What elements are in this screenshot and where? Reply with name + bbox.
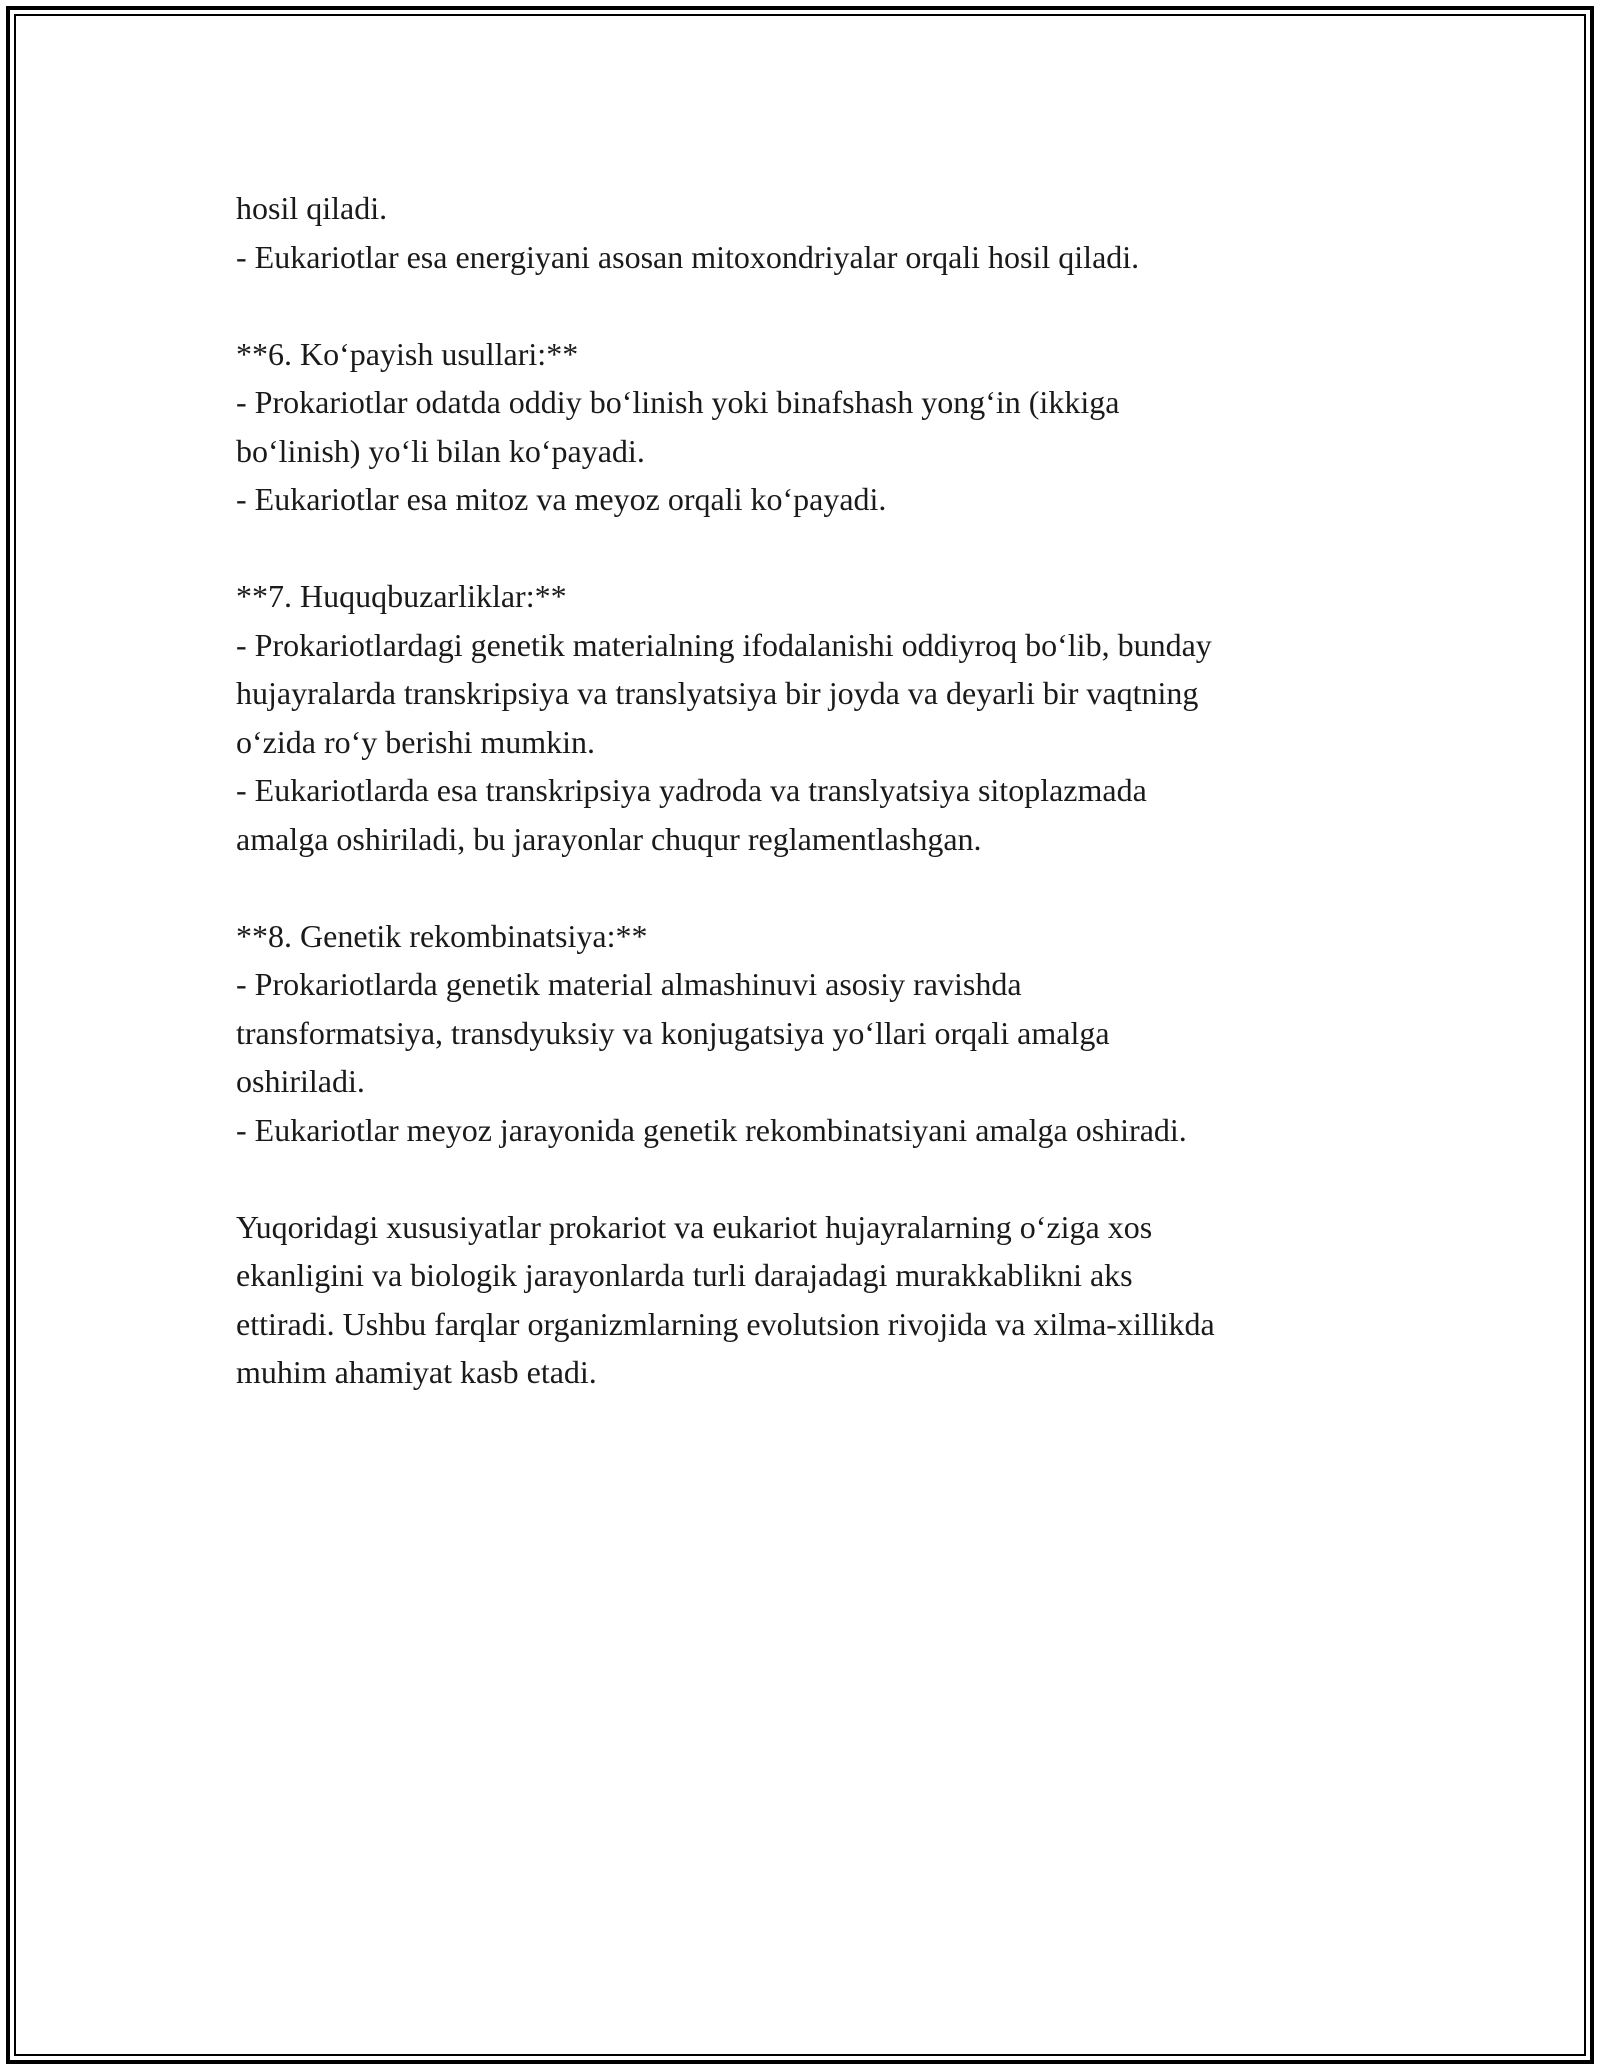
text-line: amalga oshiriladi, bu jarayonlar chuqur reglamentlashgan. (236, 820, 982, 857)
paragraph-spacer (236, 863, 1386, 912)
text-line: hosil qiladi. (236, 190, 388, 226)
paragraph-spacer (236, 1154, 1386, 1203)
paragraph-energy (236, 184, 1386, 281)
text-line: - Eukariotlar esa energiyani asosan mitoxondriyalar orqali hosil qiladi. (236, 238, 1140, 275)
text-line: hujayralarda transkripsiya va translyatsiya bir joyda va deyarli bir vaqtning (236, 675, 1199, 711)
section-gene-expression (236, 572, 1386, 863)
section-heading: **6. Ko‘payish usullari:** (236, 335, 579, 372)
text-line: - Eukariotlar esa mitoz va meyoz orqali ko‘payadi. (236, 481, 887, 517)
text-line: muhim ahamiyat kasb etadi. (236, 1354, 597, 1390)
text-line: ekanligini va biologik jarayonlarda turli darajadagi murakkablikni aks (236, 1257, 1133, 1293)
text-line: - Eukariotlar meyoz jarayonida genetik rekombinatsiyani amalga oshiradi. (236, 1111, 1187, 1148)
paragraph-spacer (236, 281, 1386, 330)
text-line: - Eukariotlarda esa transkripsiya yadroda va translyatsiya sitoplazmada (236, 772, 1147, 808)
text-line: Yuqoridagi xususiyatlar prokariot va eukariot hujayralarning o‘ziga xos (236, 1208, 1153, 1245)
text-line: - Prokariotlardagi genetik materialning ifodalanishi oddiyroq bo‘lib, bunday (236, 626, 1212, 663)
section-heading: **8. Genetik rekombinatsiya:** (236, 917, 648, 954)
text-line: - Prokariotlarda genetik material almashinuvi asosiy ravishda (236, 966, 1022, 1002)
paragraph-spacer (236, 524, 1386, 573)
text-line: o‘zida ro‘y berishi mumkin. (236, 723, 596, 760)
text-line: oshiriladi. (236, 1063, 365, 1099)
text-line: - Prokariotlar odatda oddiy bo‘linish yoki binafshash yong‘in (ikkiga (236, 384, 1120, 420)
section-reproduction (236, 330, 1386, 524)
text-line: bo‘linish) yo‘li bilan ko‘payadi. (236, 432, 645, 469)
section-heading: **7. Huquqbuzarliklar:** (236, 578, 567, 614)
paragraph-conclusion (236, 1203, 1386, 1397)
text-line: ettiradi. Ushbu farqlar organizmlarning evolutsion rivojida va xilma-xillikda (236, 1305, 1215, 1342)
section-genetic-recombination (236, 912, 1386, 1155)
text-line: transformatsiya, transdyuksiy va konjugatsiya yo‘llari orqali amalga (236, 1014, 1110, 1051)
page-content (236, 184, 1386, 1397)
